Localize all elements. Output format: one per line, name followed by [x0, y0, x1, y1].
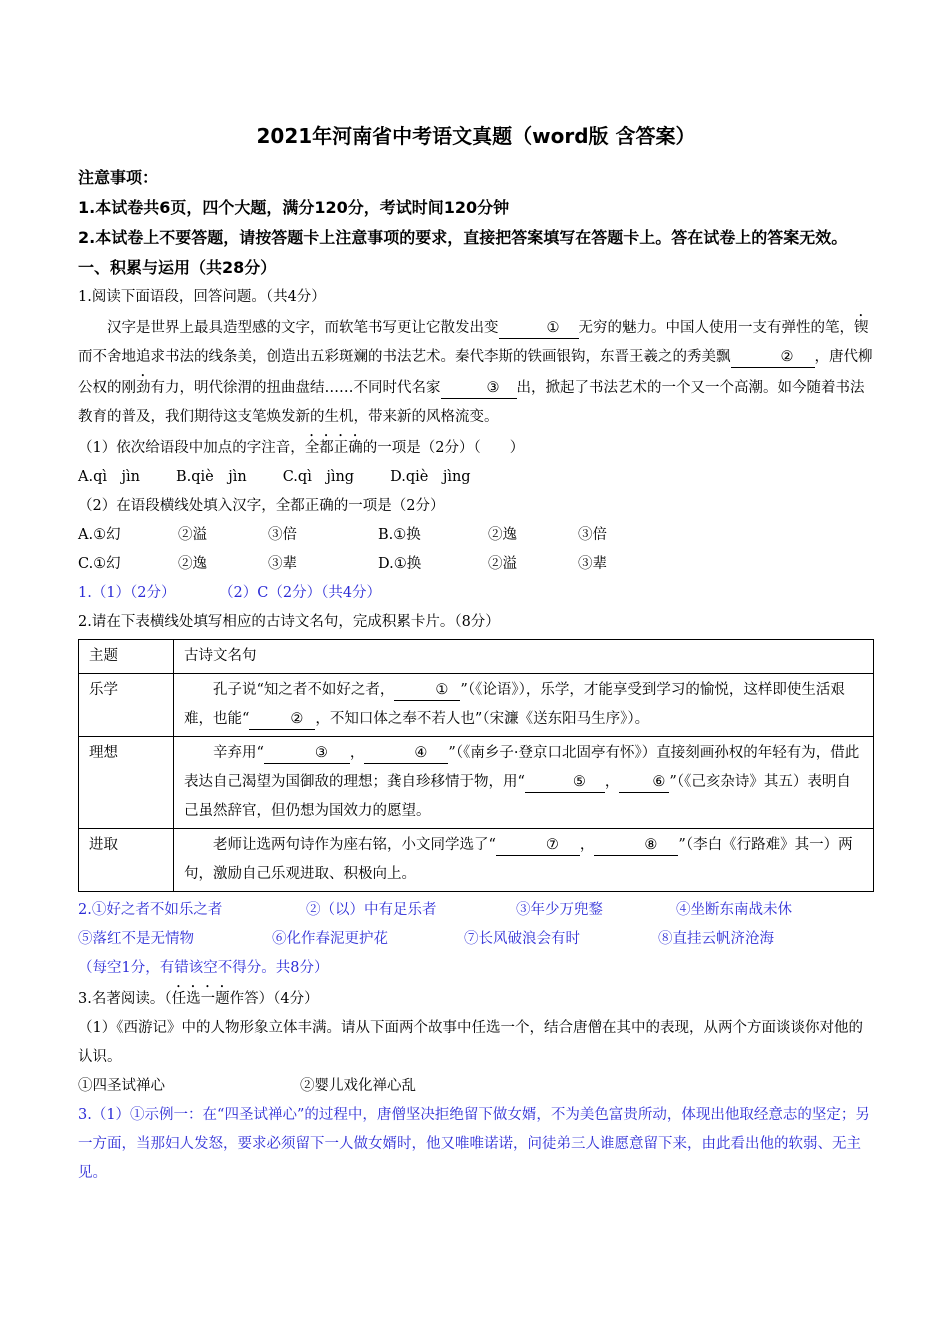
- table-content-cell: [174, 737, 874, 829]
- option-cell: ③辈: [268, 556, 297, 572]
- cell-text: ，不知口体之奉不若人也”（宋濂《送东阳马生序》）。: [315, 711, 650, 727]
- blank-2: ②: [731, 347, 815, 368]
- table-content-cell: [174, 674, 874, 737]
- option-cell: ③倍: [578, 527, 607, 543]
- blank-7: ⑦: [496, 835, 580, 856]
- cell-text: ”（李白《行路难》其一）两句，激励自己乐观进取、积极向上。: [184, 837, 853, 882]
- sub1-text: （1）依次给语段中加点的字注音，: [78, 440, 305, 456]
- notice-heading: 注意事项：: [78, 168, 159, 187]
- cell-text: 辛弃用“: [213, 745, 264, 761]
- section-1-heading: 一、积累与运用（共28分）: [78, 258, 277, 277]
- q2-answers-row-1: [78, 896, 874, 925]
- passage-text: 无穷的魅力。中国人使用一支有弹性的笔，: [578, 320, 854, 336]
- dotted-text: 全都正确: [304, 440, 363, 456]
- answer-item: ⑥化作春泥更护花: [272, 931, 388, 947]
- table-topic-cell: 理想: [79, 737, 174, 829]
- option-cell: ②逸: [488, 527, 517, 543]
- blank-1: ①: [499, 318, 579, 339]
- option-cell: ②逸: [178, 556, 207, 572]
- dotted-char: 锲: [854, 320, 869, 336]
- stem-text: 作答）（4分）: [229, 991, 319, 1007]
- blank-5: ⑤: [525, 772, 605, 793]
- option-b: B.qiè jìn: [175, 469, 247, 485]
- cell-text: ，: [579, 837, 595, 853]
- option-cell: ②溢: [178, 527, 207, 543]
- exam-page: [78, 120, 874, 1188]
- table-topic-cell: 进取: [79, 829, 174, 892]
- blank-2: ②: [249, 709, 315, 730]
- table-header-content: 古诗文名句: [174, 640, 874, 674]
- passage-text: 出，掀起了书法艺术的一个又一个高潮。如今随着书法教育的普及，我们期待这支笔焕发新的生机，带来新的风格流变。: [78, 380, 865, 425]
- cell-text: ”（《论语》），乐学，才能享受到学习的愉悦，这样即使生活艰难，也能“: [184, 682, 845, 727]
- q1-sub2-options-row-2: [78, 550, 874, 579]
- cell-text: ”（《己亥杂诗》其五）表明自己虽然辞官，但仍想为国效力的愿望。: [184, 774, 851, 819]
- answer-item: ③年少万兜鍪: [516, 902, 603, 918]
- q3-answer: 3.（1）①示例一：在“四圣试禅心”的过程中，唐僧坚决拒绝留下做女婿，不为美色富贵所动，体现出他取经意志的坚定；另一方面，当那妇人发怒，要求必须留下一人做女婿时，他又唯唯诺诺，问徒弟三人谁愿意留下来，由此看出他的软弱、无主见。: [78, 1107, 870, 1181]
- notice-item-2: 2.本试卷上不要答题，请按答题卡上注意事项的要求，直接把答案填写在答题卡上。答在试卷上的答案无效。: [78, 228, 848, 247]
- blank-4: ④: [364, 743, 448, 764]
- blank-3: ③: [264, 743, 350, 764]
- passage-text: 汉字是世界上最具造型感的文字，而软笔书写更让它散发出变: [107, 320, 499, 336]
- blank-1: ①: [394, 680, 460, 701]
- q2-answer-note: （每空1分，有错该空不得分。共8分）: [78, 960, 329, 976]
- q3-choices: [78, 1072, 874, 1101]
- cell-text: 孔子说“知之者不如好之者，: [213, 682, 395, 698]
- choice-2: ②婴儿戏化禅心乱: [300, 1078, 416, 1094]
- q1-sub1: [78, 432, 874, 463]
- option-d: D.qiè jìng: [390, 469, 471, 485]
- option-cell: ③倍: [268, 527, 297, 543]
- answer-item: ⑦长风破浪会有时: [464, 931, 580, 947]
- answer-item: ④坐断东南战未休: [676, 902, 792, 918]
- q3-stem: [78, 983, 874, 1014]
- q2-stem: 2.请在下表横线处填写相应的古诗文名句，完成积累卡片。（8分）: [78, 614, 500, 630]
- q1-stem: 1.阅读下面语段，回答问题。（共4分）: [78, 289, 326, 305]
- passage-text: ，唐代柳公权的刚: [78, 349, 873, 396]
- notice-item-1: 1.本试卷共6页，四个大题，满分120分，考试时间120分钟: [78, 198, 510, 217]
- option-cell: A.①幻: [78, 527, 121, 543]
- accumulation-card-table: [78, 639, 874, 892]
- dotted-text: 任选一题: [171, 991, 230, 1007]
- passage-text: 有力，明代徐渭的扭曲盘结……不同时代名家: [150, 380, 441, 396]
- blank-6: ⑥: [619, 772, 669, 793]
- blank-3: ③: [441, 378, 517, 399]
- table-row: [79, 829, 874, 892]
- q1-passage: [78, 312, 874, 432]
- table-content-cell: [174, 829, 874, 892]
- answer-item: ②（以）中有足乐者: [306, 902, 437, 918]
- q2-answers-row-2: [78, 925, 874, 954]
- dotted-char: 劲: [136, 380, 151, 396]
- blank-8: ⑧: [594, 835, 678, 856]
- q3-sub1: （1）《西游记》中的人物形象立体丰满。请从下面两个故事中任选一个，结合唐僧在其中的表现，从两个方面谈谈你对他的认识。: [78, 1020, 863, 1065]
- page-title: 2021年河南省中考语文真题（word版 含答案）: [256, 124, 696, 148]
- table-header-topic: 主题: [79, 640, 174, 674]
- q1-sub2-options-row-1: [78, 521, 874, 550]
- table-row: [79, 640, 874, 674]
- cell-text: ”（《南乡子·登京口北固亭有怀》）直接刻画孙权的年轻有为，借此表达自己渴望为国御敌的理想；龚自珍移情于物，用“: [184, 745, 860, 790]
- q1-answer: 1.（1）（2分） （2）C（2分）（共4分）: [78, 585, 382, 601]
- answer-item: ⑧直挂云帆济沧海: [658, 931, 774, 947]
- stem-text: 3.名著阅读。（: [78, 991, 172, 1007]
- option-cell: C.①幻: [78, 556, 121, 572]
- sub1-text: 的一项是（2分）（ ）: [362, 440, 525, 456]
- cell-text: ，: [604, 774, 620, 790]
- passage-text: 而不舍地追求书法的线条美，创造出五彩斑斓的书法艺术。秦代李斯的铁画银钩，东晋王羲之的秀美飘: [78, 349, 731, 365]
- answer-item: ⑤落红不是无情物: [78, 931, 194, 947]
- option-c: C.qì jìng: [282, 469, 355, 485]
- option-cell: ③辈: [578, 556, 607, 572]
- cell-text: ，: [349, 745, 365, 761]
- option-cell: D.①换: [378, 556, 422, 572]
- table-topic-cell: 乐学: [79, 674, 174, 737]
- option-a: A.qì jìn: [78, 469, 140, 485]
- q1-sub1-options: [78, 463, 874, 492]
- option-cell: ②溢: [488, 556, 517, 572]
- table-row: [79, 737, 874, 829]
- q1-sub2: （2）在语段横线处填入汉字，全都正确的一项是（2分）: [78, 498, 445, 514]
- table-row: [79, 674, 874, 737]
- answer-item: 2.①好之者不如乐之者: [78, 902, 223, 918]
- option-cell: B.①换: [378, 527, 421, 543]
- cell-text: 老师让选两句诗作为座右铭，小文同学选了“: [213, 837, 496, 853]
- choice-1: ①四圣试禅心: [78, 1078, 165, 1094]
